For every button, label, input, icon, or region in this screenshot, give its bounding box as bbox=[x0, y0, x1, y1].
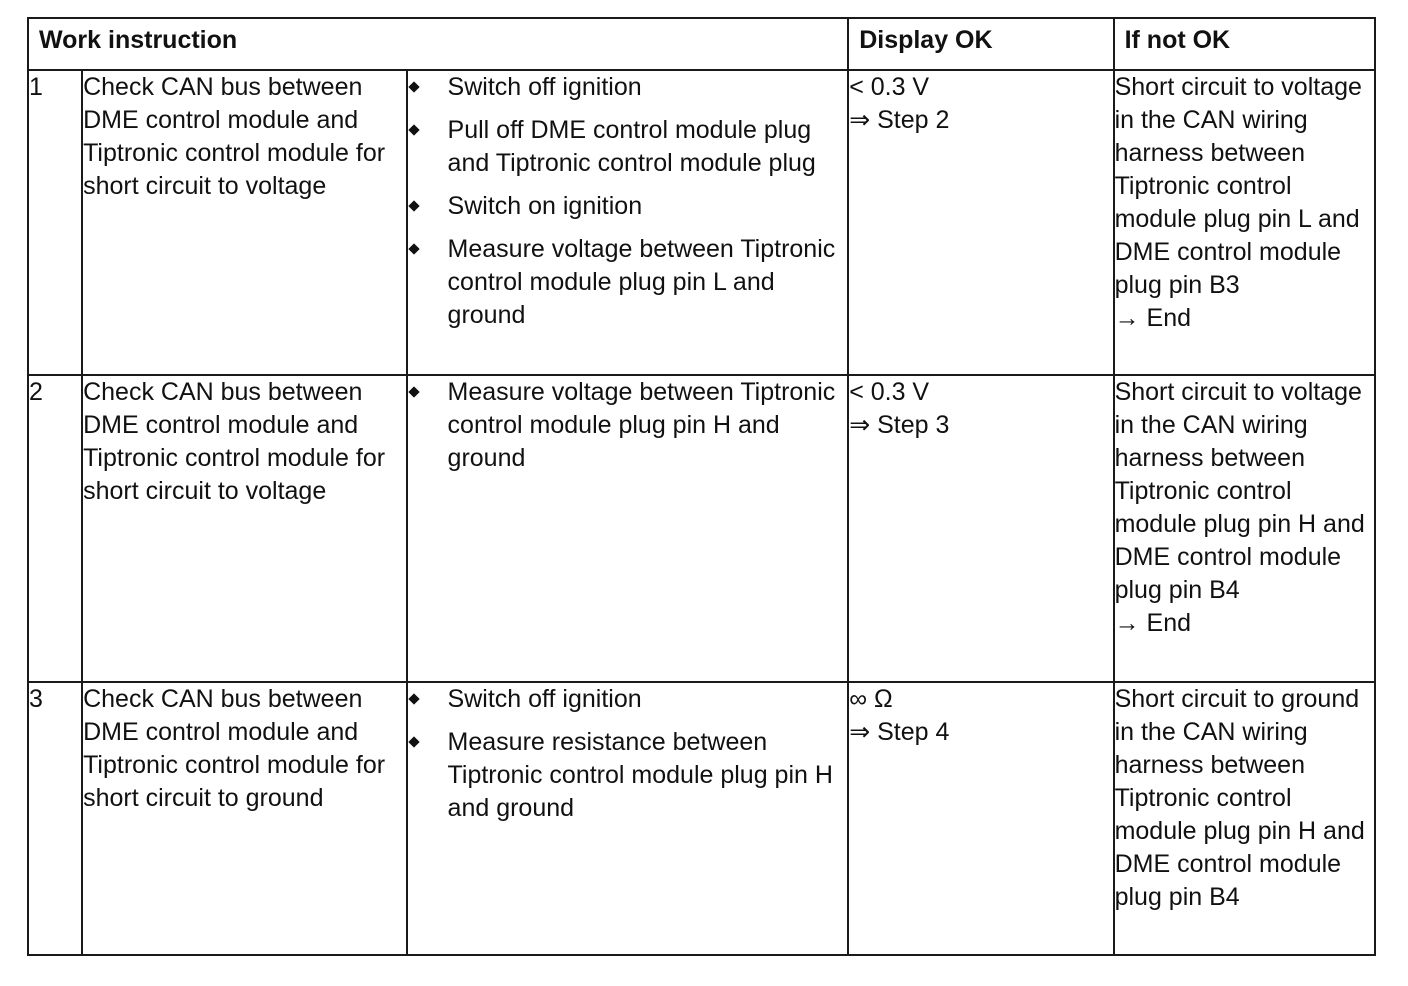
table-row bbox=[28, 375, 1375, 682]
step-number: 1 bbox=[28, 70, 82, 375]
display-ok-cell bbox=[848, 375, 1113, 682]
procedure-steps bbox=[407, 70, 849, 375]
expected-value: < 0.3 V bbox=[849, 73, 930, 101]
bullet-diamond-icon bbox=[408, 81, 419, 92]
next-step: ⇒ Step 2 bbox=[849, 106, 950, 134]
procedure-steps bbox=[407, 375, 849, 682]
list-item: Measure voltage between Tiptronic control module plug pin L and ground bbox=[408, 233, 848, 332]
display-ok-cell bbox=[848, 682, 1113, 955]
header-work-instruction: Work instruction bbox=[28, 18, 848, 70]
list-item: Measure voltage between Tiptronic control module plug pin H and ground bbox=[408, 376, 848, 475]
display-ok-cell bbox=[848, 70, 1113, 375]
fault-next: → End bbox=[1114, 304, 1192, 332]
work-instruction-table bbox=[27, 17, 1376, 956]
fault-description: Short circuit to voltage in the CAN wiring harness between Tiptronic control module plug pin L and DME control module plug pin B3 bbox=[1114, 73, 1362, 299]
bullet-diamond-icon bbox=[408, 386, 419, 397]
if-not-ok-cell bbox=[1114, 375, 1375, 682]
header-display-ok: Display OK bbox=[848, 18, 1113, 70]
bullet-diamond-icon bbox=[408, 243, 419, 254]
header-row bbox=[28, 18, 1375, 70]
table-row bbox=[28, 682, 1375, 955]
procedure-steps bbox=[407, 682, 849, 955]
fault-description: Short circuit to ground in the CAN wiring harness between Tiptronic control module plug pin H and DME control module plug pin B4 bbox=[1114, 685, 1365, 911]
bullet-diamond-icon bbox=[408, 200, 419, 211]
table-row bbox=[28, 70, 1375, 375]
expected-value: < 0.3 V bbox=[849, 378, 930, 406]
bullet-diamond-icon bbox=[408, 693, 419, 704]
if-not-ok-cell bbox=[1114, 682, 1375, 955]
bullet-diamond-icon bbox=[408, 124, 419, 135]
task-description: Check CAN bus between DME control module and Tiptronic control module for short circuit to ground bbox=[82, 682, 406, 955]
step-number: 2 bbox=[28, 375, 82, 682]
list-item: Switch off ignition bbox=[408, 683, 848, 716]
next-step: ⇒ Step 4 bbox=[849, 718, 950, 746]
list-item: Pull off DME control module plug and Tiptronic control module plug bbox=[408, 114, 848, 180]
if-not-ok-cell bbox=[1114, 70, 1375, 375]
list-item: Switch off ignition bbox=[408, 71, 848, 104]
list-item: Measure resistance between Tiptronic control module plug pin H and ground bbox=[408, 726, 848, 825]
fault-description: Short circuit to voltage in the CAN wiring harness between Tiptronic control module plug pin H and DME control module plug pin B4 bbox=[1114, 378, 1365, 604]
header-if-not-ok: If not OK bbox=[1114, 18, 1375, 70]
expected-value: ∞ Ω bbox=[849, 685, 893, 713]
fault-next: → End bbox=[1114, 609, 1192, 637]
list-item: Switch on ignition bbox=[408, 190, 848, 223]
bullet-diamond-icon bbox=[408, 736, 419, 747]
task-description: Check CAN bus between DME control module and Tiptronic control module for short circuit to voltage bbox=[82, 70, 406, 375]
task-description: Check CAN bus between DME control module and Tiptronic control module for short circuit to voltage bbox=[82, 375, 406, 682]
next-step: ⇒ Step 3 bbox=[849, 411, 950, 439]
step-number: 3 bbox=[28, 682, 82, 955]
